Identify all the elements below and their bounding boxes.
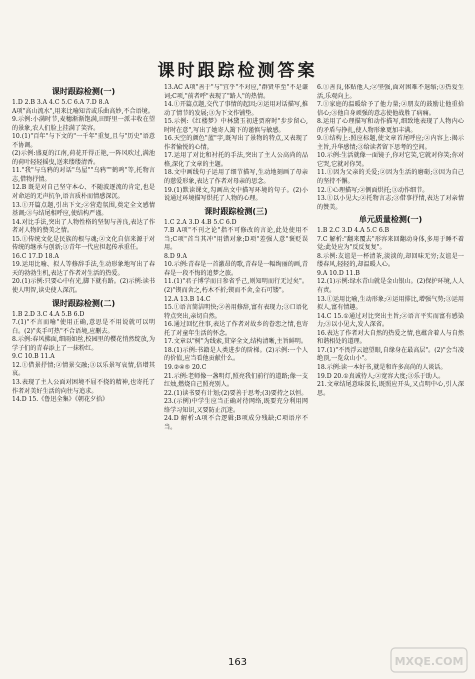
answer-item: 10.(1)"百年"与下文的"一千年"重复,且与"历史"语意不协调。 bbox=[12, 133, 155, 149]
answer-item: 13.①运用比喻,生动形象;②运用排比,增强气势;③运用拟人,富有情趣。 bbox=[317, 295, 464, 312]
answer-item: 7.(1)"不言而喻"使用正确,意思是不用说就可以明白。(2)"炙手可热"不合语境,应删去。 bbox=[12, 319, 155, 335]
answer-item: 11.(1)"君子博学而日参省乎己,则知明而行无过矣"。(2)"锲而舍之,朽木不折;锲而不舍,金石可镂"。 bbox=[164, 278, 308, 295]
answer-item: 12.①心理描写;②侧面烘托;③动作细节。 bbox=[317, 186, 429, 194]
answer-item: 9.①结构上:照应标题,使文章首尾呼应;②内容上:揭示主旨,升华感情;③给读者留下思考的空间。 bbox=[317, 135, 464, 151]
answer-item: 11.①因为父亲的关爱;②因为生活的磨砺;③因为自己的坚持不懈。 bbox=[317, 169, 464, 186]
answer-column-left bbox=[12, 84, 155, 654]
answer-item: 13.AC A项"善于"与"宜乎"不对应,"群贤毕至"不是谦词;C项,"前者呼"表现了"路人"的热情。 bbox=[164, 84, 308, 100]
answer-item: 14.C 15.①通过对比突出主旨;②语言平实而富有感染力;③以小见大,发人深省。 bbox=[317, 312, 464, 329]
answer-item: 14.D 15.《鲁迅全集》《朝花夕拾》 bbox=[12, 396, 109, 404]
answer-item: 12.(1)示例:绿水青山就是金山银山。(2)保护环境,人人有责。 bbox=[317, 278, 464, 295]
answer-item: 17.(1)"不畏浮云遮望眼,自缘身在最高层"。(2)"会当凌绝顶,一览众山小"。 bbox=[317, 346, 464, 363]
answer-item: (2)示例:盛夏的江南,荷花开得正艳,一阵风吹过,满池的荷叶轻轻摇曳,送来缕缕清香。 bbox=[12, 150, 155, 166]
answer-item: 8.D 9.A bbox=[164, 252, 187, 260]
answer-column-middle bbox=[164, 84, 308, 654]
answer-item: 19.运用比喻、拟人等修辞手法,生动形象地写出了春天的勃勃生机,表达了作者对生活的热爱。 bbox=[12, 261, 155, 277]
answer-item: 14.①开篇点题,交代了事情的起因;②运用对话描写,推动了情节的发展;③为下文作铺垫。 bbox=[164, 101, 308, 117]
answer-item: 8.示例:友谊是一杯清茶,淡淡的,却回味无穷;友谊是一缕春风,轻轻的,却温暖人心。 bbox=[317, 252, 464, 269]
section-heading: 课时跟踪检测(二) bbox=[51, 298, 116, 308]
answer-item: 22.(1)读书要有计划;(2)要善于思考;(3)要持之以恒。 bbox=[164, 389, 308, 397]
answer-item: 1.D 2.B 3.A 4.C 5.C 6.A 7.D 8.A bbox=[12, 99, 109, 106]
answer-item: 17.运用了对比和衬托的手法,突出了主人公高尚的品格,深化了文章的主题。 bbox=[164, 152, 308, 168]
answer-item: 9.示例:小满时节,麦穗渐渐饱满,田野里一派丰收在望的景象,农人们脸上挂满了笑容。 bbox=[12, 116, 155, 132]
answer-item: 9.C 10.B 11.A bbox=[12, 353, 55, 361]
page-title: 课时跟踪检测答案 bbox=[157, 61, 318, 81]
answer-item: 7.C 解析:"翻来覆去"形容来回翻动身体,多用于睡不着觉;此处应为"反反复复"。 bbox=[317, 235, 464, 252]
answer-item: 17.文章以"树"为线索,贯穿全文,结构清晰,主旨鲜明。 bbox=[164, 338, 307, 346]
watermark-logo bbox=[389, 645, 469, 675]
answer-item: 15.①传统文化是民族的根与魂;②文化自信来源于对传统的继承与创新;③青年一代应担起传承重任。 bbox=[12, 235, 155, 252]
answer-item: 16.通过回忆往事,表达了作者对故乡的眷恋之情,也寄托了对童年生活的怀念。 bbox=[164, 321, 308, 337]
answer-item: 14.对比手法,突出了人物性格的坚韧与善良,表达了作者对人物的赞美之情。 bbox=[12, 218, 155, 235]
answer-item: 7.①家庭的温暖给予了他力量;②朋友的鼓励让他重拾信心;③他自身顽强的意志使他战胜了病痛。 bbox=[317, 101, 464, 117]
answer-item: 19.②④⑤ 20.C bbox=[164, 363, 207, 371]
answer-item: 16.天空的颜色"蓝"字,既写出了景物的特点,又表现了作者愉悦的心情。 bbox=[164, 135, 308, 151]
answer-item: 19.(1)默读课文,勾画出文中描写环境的句子。(2)小说通过环境描写烘托了人物的心理。 bbox=[164, 186, 308, 203]
answer-item: 8.示例:春风拂面,细雨如丝,校园里的樱花悄然绽放,为学子们的青春添上了一抹粉红。 bbox=[12, 336, 155, 352]
answer-item: 21.示例:老师像一盏明灯,照亮我们前行的道路;像一支红烛,燃烧自己照亮别人。 bbox=[164, 372, 308, 389]
answer-item: 16.表达了作者对大自然的热爱之情,也蕴含着人与自然和谐相处的道理。 bbox=[317, 329, 464, 346]
answer-item: 12.①借景抒情;②情景交融;③以乐景写哀情,倍增其哀。 bbox=[12, 361, 155, 378]
answer-item: 1.B 2.D 3.C 4.A 5.B 6.D bbox=[12, 310, 85, 318]
answer-item: 13.表现了主人公面对困境不屈不挠的精神,也寄托了作者对美好生活的向往与追求。 bbox=[12, 378, 155, 395]
answer-item: 13.①以小见大;②托物言志;③借事抒情,表达了对亲情的赞美。 bbox=[317, 195, 464, 211]
answer-item: 9.A 10.D 11.B bbox=[317, 269, 360, 277]
answer-item: A项"高山流水",用来比喻知音或乐曲高妙,不合语境。 bbox=[12, 107, 154, 115]
answer-column-right bbox=[317, 84, 464, 654]
answer-item: 7.B A项"不刊之论"指不可修改的言论,此处使用不当;C项"首当其冲"用错对象;D项"差强人意"褒贬误用。 bbox=[164, 227, 308, 252]
svg-text:MXQE.COM: MXQE.COM bbox=[394, 655, 464, 668]
answer-item: 13.①开篇点题,引出下文;②营造氛围,奠定全文感情基调;③与结尾相呼应,使结构严谨。 bbox=[12, 201, 155, 218]
answer-item: 10.示例:青春是一首激昂的歌,青春是一幅绚丽的画,青春是一段不悔的追梦之旅。 bbox=[164, 261, 308, 277]
answer-item: 12.A 13.B 14.C bbox=[164, 295, 211, 303]
answer-item: 16.C 17.D 18.A bbox=[12, 252, 59, 260]
answer-item: 18.示例:读一本好书,就是和许多高尚的人谈话。 bbox=[317, 363, 447, 371]
answer-item: 18.(1)示例:书籍是人类进步的阶梯。(2)示例:一个人的价值,应当看他贡献什么。 bbox=[164, 346, 308, 363]
answer-item: 23.(示例)中学生应当正确对待网络,既要充分利用网络学习知识,又要防止沉迷。 bbox=[164, 398, 308, 414]
section-heading: 课时跟踪检测(一) bbox=[51, 87, 116, 96]
answer-item: 15.①语言简洁明快;②善用修辞,富有表现力;③口语化特点突出,亲切自然。 bbox=[164, 304, 308, 320]
section-heading: 单元质量检测(一) bbox=[358, 215, 423, 225]
answer-item: 1.B 2.C 3.D 4.A 5.C 6.B bbox=[317, 227, 390, 235]
answer-item: 21.文章结尾意味深长,既照应开头,又点明中心,引人深思。 bbox=[317, 381, 464, 397]
answer-item: 12.B 既是对自己坚守本心、不随波逐流的肯定,也是对命运的无声抗争,语言质朴而情感深沉。 bbox=[12, 184, 155, 201]
answer-item: 20.(1)示例:只要心中有光,脚下就有路。(2)示例:读书使人明智,读史使人深沉。 bbox=[12, 278, 155, 295]
answer-item: 8.运用了心理描写和动作描写,细致地表现了人物内心的矛盾与挣扎,使人物形象更加丰满。 bbox=[317, 118, 464, 134]
section-heading: 课时跟踪检测(三) bbox=[204, 206, 268, 216]
answer-item: 10.示例:生活就像一面镜子,你对它笑,它就对你笑;你对它哭,它就对你哭。 bbox=[317, 152, 464, 168]
answer-item: 11."我"与乌鸦的对话"鸟屋""乌鸦""鹤鸣"等,托物言志,借物抒情。 bbox=[12, 167, 155, 183]
answer-item: 6.①善良,体贴他人;②坚强,面对困难不退缩;③热爱生活,乐观向上。 bbox=[317, 84, 464, 100]
answer-item: 24.D 解析:A项不合逻辑;B项成分残缺;C项语序不当。 bbox=[164, 415, 308, 431]
answer-item: 18.文中画线句子运用了细节描写,生动地刻画了母亲的慈爱形象,表达了作者对母亲的思念。 bbox=[164, 169, 308, 186]
page-number: 163 bbox=[227, 657, 248, 668]
answer-item: 15.示例:《红楼梦》中林黛玉初进贾府时"步步留心,时时在意",写出了她寄人篱下的谨慎与敏感。 bbox=[164, 118, 308, 134]
answer-item: 1.C 2.A 3.D 4.B 5.C 6.D bbox=[164, 218, 237, 226]
answer-item: 19.D 20.①真诚待人;②宽容大度;③乐于助人。 bbox=[317, 372, 445, 380]
